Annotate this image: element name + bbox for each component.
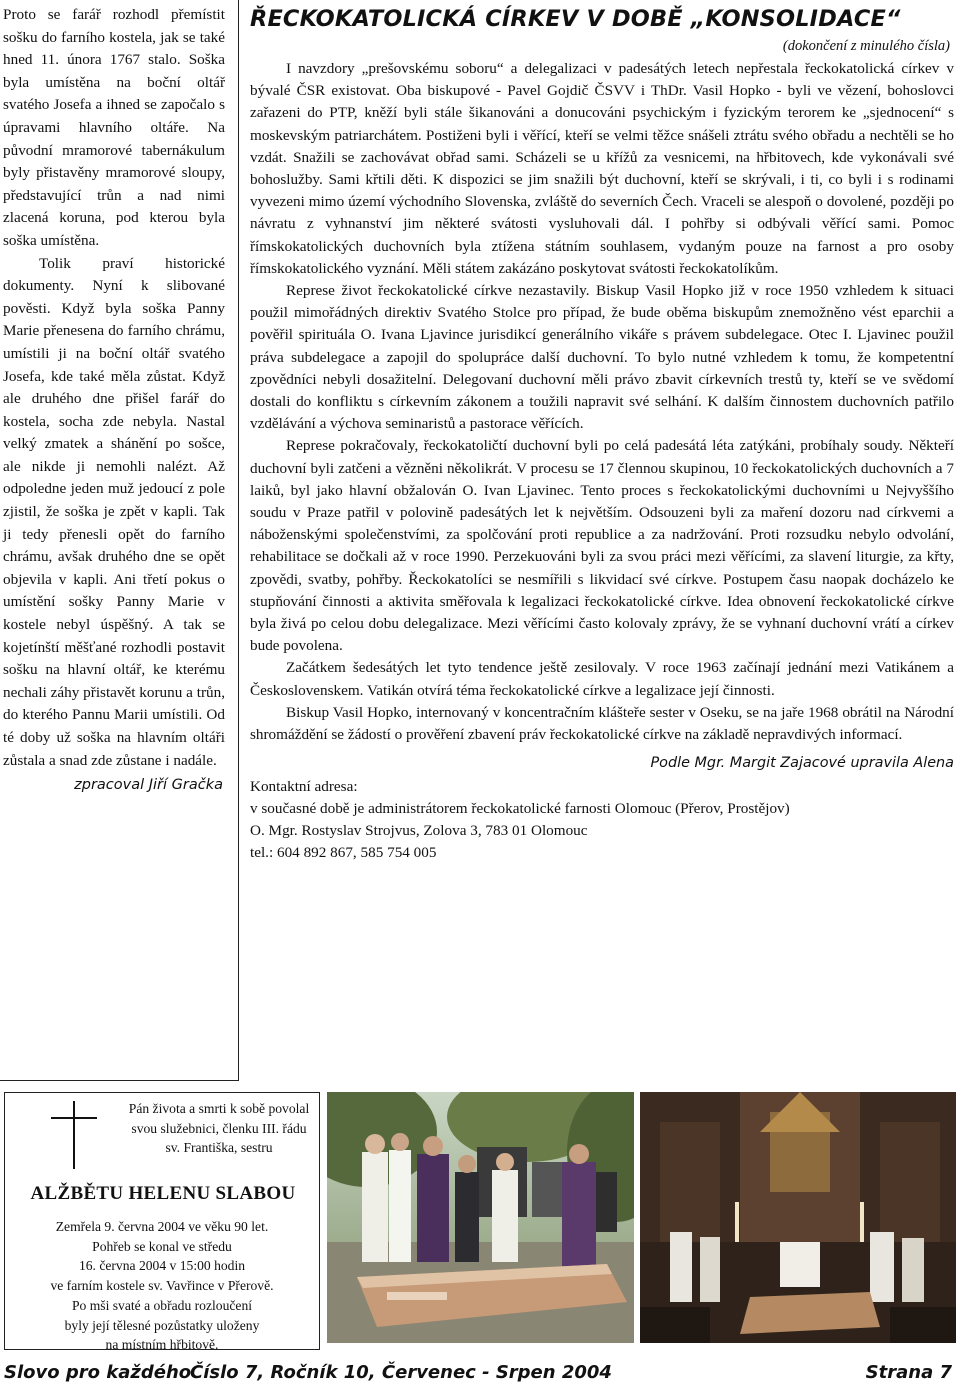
contact-line: O. Mgr. Rostyslav Strojvus, Zolova 3, 783 01 Olomouc <box>250 822 588 840</box>
article-paragraph-4: Začátkem šedesátých let tyto tendence ještě zesilovaly. V roce 1963 začínají jednání mezi Vatikánem a Československem. Vatikán otvírá téma řeckokatolické církve a legalizace její činnosti. <box>250 659 954 699</box>
obituary-details <box>11 1217 313 1355</box>
footer-magazine-name: Slovo pro každého <box>4 1362 192 1383</box>
article-credit: Podle Mgr. Margit Zajacové upravila Alena <box>650 755 954 772</box>
obituary-line: ve farním kostele sv. Vavřince v Přerově. <box>50 1278 274 1294</box>
obituary-box <box>4 1092 320 1353</box>
obituary-line: na místním hřbitově. <box>105 1337 219 1353</box>
obituary-name: ALŽBĚTU HELENU SLABOU <box>30 1183 296 1204</box>
article-paragraph-1: I navzdory „prešovskému soboru“ a delegalizaci v padesátých letech nepřestala řeckokatolická církev v bývalé ČSR existovat. Oba biskupové - Pavel Gojdič ČSVV i ThDr. Vasil Hopko - byli ve vězení, bohoslovci zařazeni do PTP, kněží byli stále šikanováni a donucováni psychickým i fyzickým terorem ke „sjednocení“ s moskevským patriarchátem. Postiženi byli i věřící, kteří se velmi těžce snášeli ztrátu svého obřadu a nechtěli se ho vzdát. Snažili se zachovávat obřad sami. Scházeli se u křížů za vesnicemi, na hřbitovech, kde vykonávali své bohoslužby. Sami křtili děti. K dispozici se jim snažili být duchovní, kteří se skrývali, i ti, co byli i s rodinami vyvezeni mimo území východního Slovenska, zvláště do severních Čech. Vraceli se alespoň o dovolené, později po návratu z vyhnanství jim některé svátosti vysluhovali dál. I pohřby si odbývali věřící sami. Pomoc římskokatolických duchovních byla ztížena státním souhlasem, vydaným pouze na farnost a pro osoby římskokatolického vyznání. Měli státem zakázáno poskytovat svátosti řeckokatolíkům. <box>250 60 954 277</box>
footer-page-number: Strana 7 <box>865 1362 952 1383</box>
obituary-line: Zemřela 9. června 2004 ve věku 90 let. <box>55 1219 269 1234</box>
left-paragraph-2: Tolik praví historické dokumenty. Nyní k slibované pověsti. Když byla soška Panny Marie přenesena do farního chrámu, umístili ji na boční oltář svatého Josefa, kde také měla zůstat. Když ale druhého dne přišel farář do kostela, socha zde nebyla. Nastal velký zmatek a shánění po sošce, ale nikde ji nemohli nalézt. Až odpoledne jeden muž jedoucí z pole zjistil, že soška je zpět v kapli. Tak ji tedy přenesli opět do farního chrámu, avšak druhého dne se opět objevila v kapli. Ani třetí pokus o umístění sošky Panny Marie v kostele nebyl úspěšný. A tak se kojetínští měšťané rozhodli postavit sošku na hlavní oltář, ke kterému nechali záhy přistavět korunu a trůn, do kterého Pannu Marii umístili. Od té doby už soška na hlavním oltáři zůstala a snad zde zůstane i nadále. <box>3 254 225 769</box>
page-footer <box>0 1356 960 1391</box>
continuation-note: (dokončení z minulého čísla) <box>782 38 950 54</box>
left-column <box>3 4 225 1054</box>
left-column-bottom-rule <box>0 1080 239 1081</box>
article-paragraph-5: Biskup Vasil Hopko, internovaný v koncentračním klášteře sester v Oseku, se na jaře 1968 obrátil na Národní shromáždění se žádostí o prověření zbavení práv řeckokatolické církve na základě nepravdivých informací. <box>250 703 954 744</box>
contact-line: v současné době je administrátorem řeckokatolické farnosti Olomouc (Přerov, Prostějov) <box>250 800 790 818</box>
obituary-line: Pohřeb se konal ve středu <box>92 1238 232 1254</box>
main-article <box>250 4 954 1082</box>
church-interior-photo <box>640 1092 956 1343</box>
column-divider <box>238 0 239 1080</box>
left-signature: zpracoval Jiří Gračka <box>74 777 223 794</box>
contact-heading: Kontaktní adresa: <box>250 778 358 796</box>
footer-issue: Číslo 7, Ročník 10, Červenec - Srpen 2004 <box>190 1362 612 1383</box>
article-paragraph-3: Represe pokračovaly, řeckokatoličtí duchovní byli po celá padesátá léta zatýkáni, probíhaly soudy. Někteří duchovní byli zatčeni a vězněni několikrát. V procesu se 17 člennou skupinou, 10 řeckokatolických duchovních a 7 laiků, byl jako hlavní obžalován O. Ivan Ljavinec. Tento proces s řeckokatolickými duchovními u Nejvyššího soudu v Praze patřil v polovině padesátých let k největším. Odsouzeni byli za maření dozoru nad církvemi a náboženskými společenstvími, za spolčování proti republice a za nadržování. Proti rozsudku nebylo odvolání, rehabilitace se dočkali až v roce 1990. Perzekuováni byli za svou práci mezi věřícími, za slavení liturgie, za křty, zpovědi, svatby, pohřby. Řeckokatolíci se nesmířili s likvidací své církve. Postupem času naopak docházelo ke stupňování činnosti a aktivita směřovala k legalizaci řeckokatolické církve. Idea obnovení řeckokatolické církve byla živá po celou dobu delegalizace. Mezi věřícími často kolovaly zprávy, že se vyhnaní duchovní vrátí a církev bude povolena. <box>250 437 954 655</box>
contact-block <box>250 776 954 864</box>
obituary-line: Po mši svaté a obřadu rozloučení <box>71 1297 253 1313</box>
contact-phone: tel.: 604 892 867, 585 754 005 <box>250 844 437 862</box>
burial-photo <box>327 1092 634 1343</box>
cross-icon <box>51 1101 97 1169</box>
article-paragraph-2: Represe život řeckokatolické církve nezastavily. Biskup Vasil Hopko již v roce 1950 vzhledem k situaci použil mimořádných direktiv Svatého Stolce pro případ, že bude oběma biskupům znemožněno vést eparchii a pověřil spirituála O. Ivana Ljavince jurisdikcí generálního vikáře s právem subdelegace. Otec I. Ljavinec použil práva subdelegace a zapojil do spolupráce další duchovní. To bylo nutné vzhledem k tomu, že kompetentní zpovědníci nebyli dosažitelní. Delegovaní duchovní měli právo zbavit církevních trestů ty, kteří se ve svědomí dostali do konfliktu s církevním zákonem a toužili napravit své selhání. K dalším činnostem duchovních patřilo vzdělávání a výchova seminaristů a pastorace věřících. <box>250 282 954 433</box>
left-paragraph-1: Proto se farář rozhodl přemístit sošku do farního kostela, jak se také hned 11. února 1767 stalo. Soška byla umístěna na boční oltář svatého Josefa a ihned se započalo s úpravami hlavního oltáře. Na původní mramorové tabernákulum byly přistavěny mramorové sloupy, představující trůn a nad nimi zlacená koruna, pod kterou byla soška umístěna. <box>3 6 225 249</box>
article-title: ŘECKOKATOLICKÁ CÍRKEV V DOBĚ „KONSOLIDACE“ <box>250 6 901 32</box>
obituary-line: 16. června 2004 v 15:00 hodin <box>78 1258 246 1274</box>
obituary-intro: Pán života a smrti k sobě povolal svou služebnici, členku III. řádu sv. Františka, sestru <box>128 1101 310 1155</box>
obituary-line: byly její tělesné pozůstatky uloženy <box>64 1317 260 1333</box>
